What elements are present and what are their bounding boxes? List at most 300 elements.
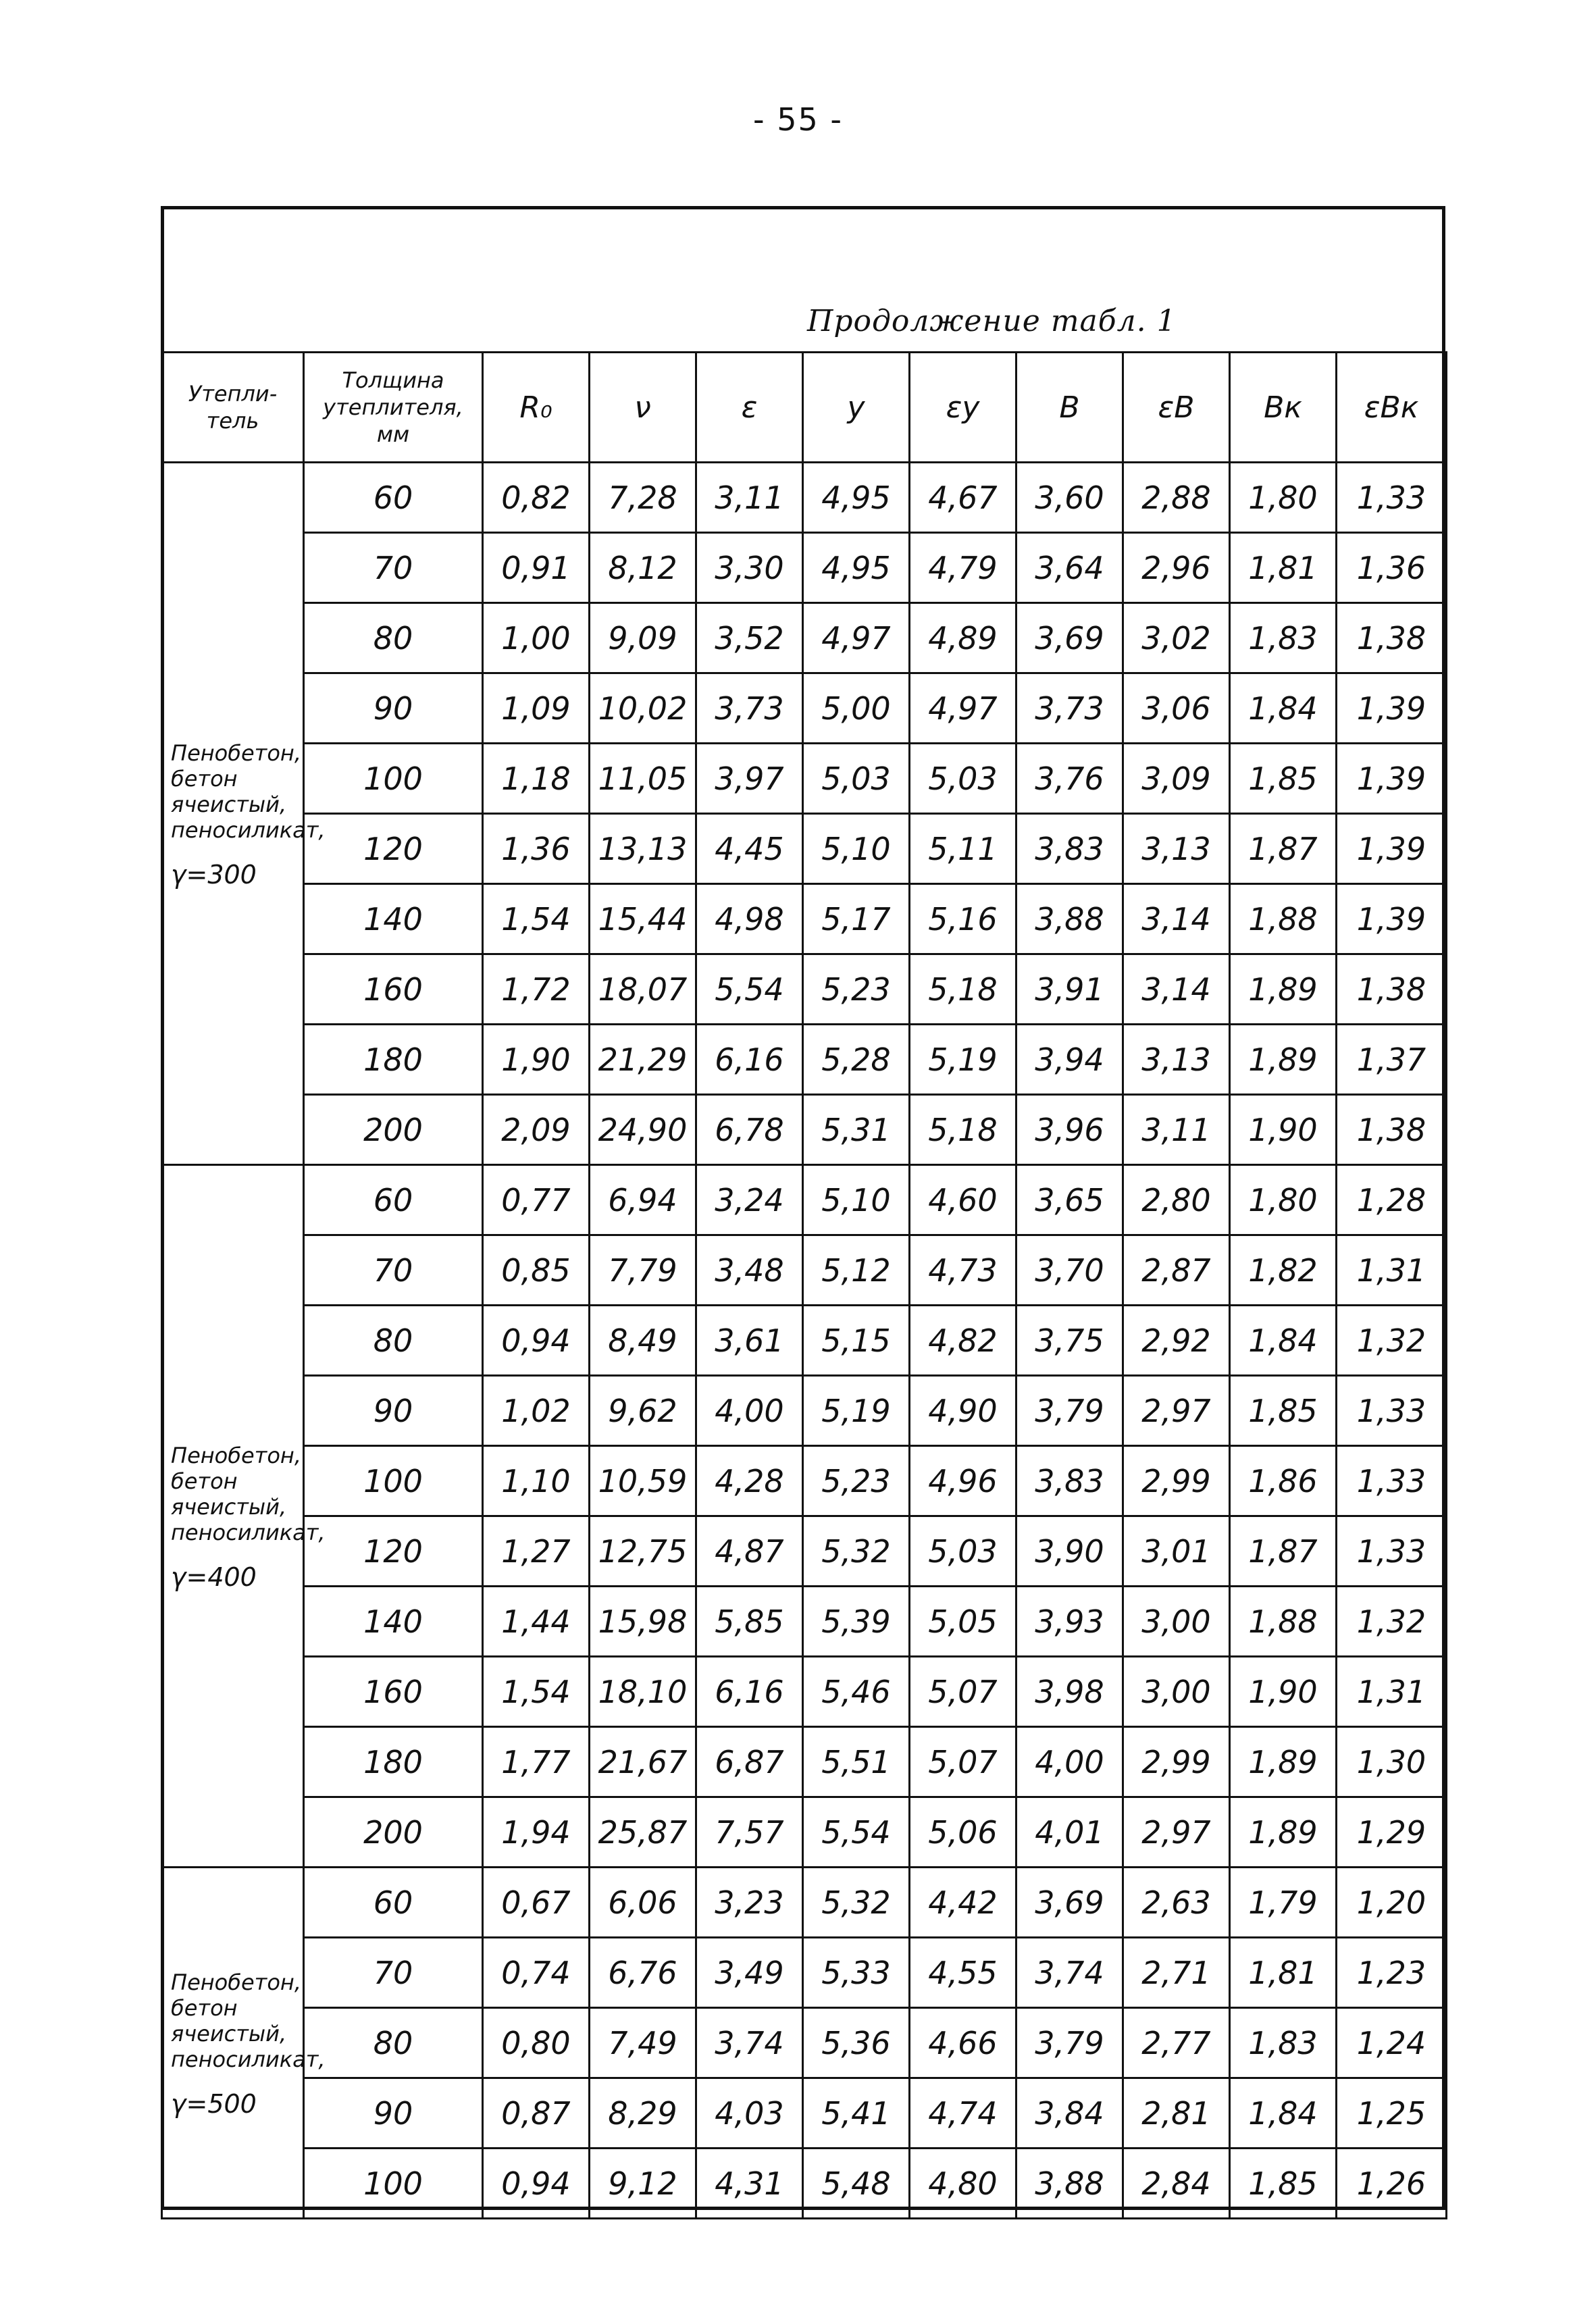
value-cell: 5,39 — [803, 1587, 910, 1657]
table-row — [162, 954, 1447, 1025]
value-cell: 5,15 — [803, 1306, 910, 1376]
value-cell: 0,94 — [483, 2149, 590, 2219]
thickness-cell: 90 — [304, 673, 483, 744]
value-cell: 1,85 — [1230, 2149, 1337, 2219]
value-cell: 1,02 — [483, 1376, 590, 1446]
value-cell: 0,77 — [483, 1165, 590, 1235]
value-cell: 3,73 — [696, 673, 803, 744]
value-cell: 2,71 — [1123, 1938, 1230, 2008]
value-cell: 1,38 — [1337, 954, 1447, 1025]
value-cell: 3,74 — [1016, 1938, 1123, 2008]
value-cell: 5,19 — [910, 1025, 1016, 1095]
value-cell: 5,23 — [803, 1446, 910, 1516]
value-cell: 21,67 — [590, 1727, 696, 1797]
value-cell: 5,18 — [910, 954, 1016, 1025]
thickness-cell: 80 — [304, 1306, 483, 1376]
value-cell: 4,73 — [910, 1235, 1016, 1306]
value-cell: 18,10 — [590, 1657, 696, 1727]
value-cell: 3,11 — [696, 463, 803, 533]
thickness-cell: 80 — [304, 603, 483, 673]
value-cell: 1,84 — [1230, 2078, 1337, 2149]
value-cell: 1,33 — [1337, 1446, 1447, 1516]
value-cell: 1,36 — [1337, 533, 1447, 603]
value-cell: 3,14 — [1123, 954, 1230, 1025]
value-cell: 1,72 — [483, 954, 590, 1025]
value-cell: 0,91 — [483, 533, 590, 603]
value-cell: 3,91 — [1016, 954, 1123, 1025]
value-cell: 3,02 — [1123, 603, 1230, 673]
value-cell: 2,99 — [1123, 1446, 1230, 1516]
table-row — [162, 1868, 1447, 1938]
value-cell: 1,36 — [483, 814, 590, 884]
value-cell: 5,41 — [803, 2078, 910, 2149]
value-cell: 18,07 — [590, 954, 696, 1025]
value-cell: 1,38 — [1337, 1095, 1447, 1165]
thickness-cell: 70 — [304, 1938, 483, 2008]
value-cell: 6,16 — [696, 1657, 803, 1727]
value-cell: 4,03 — [696, 2078, 803, 2149]
value-cell: 5,07 — [910, 1727, 1016, 1797]
value-cell: 25,87 — [590, 1797, 696, 1868]
thickness-cell: 80 — [304, 2008, 483, 2078]
page-number: - 55 - — [753, 101, 843, 138]
value-cell: 8,12 — [590, 533, 696, 603]
thickness-cell: 180 — [304, 1025, 483, 1095]
density-label: γ=500 — [171, 2088, 257, 2119]
thickness-cell: 180 — [304, 1727, 483, 1797]
value-cell: 3,94 — [1016, 1025, 1123, 1095]
table-caption: Продолжение табл. 1 — [807, 304, 1177, 338]
header-b: B — [1016, 353, 1123, 463]
value-cell: 5,12 — [803, 1235, 910, 1306]
value-cell: 3,70 — [1016, 1235, 1123, 1306]
value-cell: 8,49 — [590, 1306, 696, 1376]
value-cell: 1,88 — [1230, 1587, 1337, 1657]
value-cell: 2,97 — [1123, 1797, 1230, 1868]
value-cell: 3,69 — [1016, 603, 1123, 673]
table-row — [162, 1095, 1447, 1165]
value-cell: 4,67 — [910, 463, 1016, 533]
thickness-cell: 200 — [304, 1797, 483, 1868]
value-cell: 6,94 — [590, 1165, 696, 1235]
table-row — [162, 603, 1447, 673]
table-row — [162, 1587, 1447, 1657]
value-cell: 3,48 — [696, 1235, 803, 1306]
value-cell: 5,07 — [910, 1657, 1016, 1727]
value-cell: 2,63 — [1123, 1868, 1230, 1938]
value-cell: 5,32 — [803, 1868, 910, 1938]
value-cell: 3,60 — [1016, 463, 1123, 533]
value-cell: 1,90 — [483, 1025, 590, 1095]
value-cell: 3,75 — [1016, 1306, 1123, 1376]
value-cell: 1,24 — [1337, 2008, 1447, 2078]
value-cell: 1,81 — [1230, 533, 1337, 603]
value-cell: 2,81 — [1123, 2078, 1230, 2149]
value-cell: 4,98 — [696, 884, 803, 954]
value-cell: 5,03 — [910, 744, 1016, 814]
value-cell: 0,67 — [483, 1868, 590, 1938]
value-cell: 3,93 — [1016, 1587, 1123, 1657]
value-cell: 3,73 — [1016, 673, 1123, 744]
value-cell: 1,38 — [1337, 603, 1447, 673]
value-cell: 3,64 — [1016, 533, 1123, 603]
value-cell: 2,92 — [1123, 1306, 1230, 1376]
value-cell: 9,62 — [590, 1376, 696, 1446]
value-cell: 1,94 — [483, 1797, 590, 1868]
value-cell: 1,27 — [483, 1516, 590, 1587]
value-cell: 1,18 — [483, 744, 590, 814]
value-cell: 3,06 — [1123, 673, 1230, 744]
table-row — [162, 2078, 1447, 2149]
value-cell: 2,09 — [483, 1095, 590, 1165]
thickness-cell: 60 — [304, 1165, 483, 1235]
thickness-cell: 160 — [304, 954, 483, 1025]
value-cell: 1,32 — [1337, 1306, 1447, 1376]
thickness-cell: 100 — [304, 744, 483, 814]
value-cell: 4,55 — [910, 1938, 1016, 2008]
value-cell: 1,37 — [1337, 1025, 1447, 1095]
material-name: Пенобетон, бетон ячеистый, пеносиликат, — [171, 740, 326, 843]
thickness-cell: 140 — [304, 884, 483, 954]
value-cell: 5,28 — [803, 1025, 910, 1095]
value-cell: 4,28 — [696, 1446, 803, 1516]
thickness-cell: 140 — [304, 1587, 483, 1657]
value-cell: 5,03 — [910, 1516, 1016, 1587]
value-cell: 1,54 — [483, 1657, 590, 1727]
value-cell: 6,76 — [590, 1938, 696, 2008]
value-cell: 3,83 — [1016, 1446, 1123, 1516]
value-cell: 3,96 — [1016, 1095, 1123, 1165]
table-row — [162, 673, 1447, 744]
header-thickness: Толщина утеплителя, мм — [304, 353, 483, 463]
value-cell: 1,80 — [1230, 463, 1337, 533]
value-cell: 7,28 — [590, 463, 696, 533]
table-row — [162, 1797, 1447, 1868]
value-cell: 7,79 — [590, 1235, 696, 1306]
value-cell: 1,09 — [483, 673, 590, 744]
value-cell: 1,29 — [1337, 1797, 1447, 1868]
value-cell: 1,39 — [1337, 744, 1447, 814]
value-cell: 15,98 — [590, 1587, 696, 1657]
table-row — [162, 1235, 1447, 1306]
value-cell: 10,59 — [590, 1446, 696, 1516]
value-cell: 4,96 — [910, 1446, 1016, 1516]
value-cell: 5,85 — [696, 1587, 803, 1657]
header-r0: R₀ — [483, 353, 590, 463]
material-name: Пенобетон, бетон ячеистый, пеносиликат, — [171, 1969, 326, 2072]
value-cell: 4,01 — [1016, 1797, 1123, 1868]
value-cell: 4,45 — [696, 814, 803, 884]
value-cell: 7,49 — [590, 2008, 696, 2078]
header-epsilon-y: εy — [910, 353, 1016, 463]
value-cell: 1,83 — [1230, 2008, 1337, 2078]
value-cell: 5,06 — [910, 1797, 1016, 1868]
value-cell: 3,13 — [1123, 1025, 1230, 1095]
value-cell: 5,17 — [803, 884, 910, 954]
value-cell: 3,79 — [1016, 1376, 1123, 1446]
value-cell: 2,84 — [1123, 2149, 1230, 2219]
value-cell: 4,97 — [803, 603, 910, 673]
value-cell: 15,44 — [590, 884, 696, 954]
thickness-cell: 90 — [304, 2078, 483, 2149]
value-cell: 4,87 — [696, 1516, 803, 1587]
value-cell: 4,31 — [696, 2149, 803, 2219]
table-row — [162, 1657, 1447, 1727]
value-cell: 0,85 — [483, 1235, 590, 1306]
header-nu: ν — [590, 353, 696, 463]
value-cell: 5,23 — [803, 954, 910, 1025]
table-row — [162, 744, 1447, 814]
value-cell: 1,44 — [483, 1587, 590, 1657]
value-cell: 5,00 — [803, 673, 910, 744]
table-row — [162, 1516, 1447, 1587]
header-y: y — [803, 353, 910, 463]
value-cell: 1,33 — [1337, 1516, 1447, 1587]
thickness-cell: 70 — [304, 533, 483, 603]
value-cell: 5,36 — [803, 2008, 910, 2078]
material-cell — [162, 463, 326, 1165]
value-cell: 1,81 — [1230, 1938, 1337, 2008]
value-cell: 1,89 — [1230, 1727, 1337, 1797]
value-cell: 1,28 — [1337, 1165, 1447, 1235]
value-cell: 3,30 — [696, 533, 803, 603]
value-cell: 6,78 — [696, 1095, 803, 1165]
value-cell: 3,88 — [1016, 884, 1123, 954]
value-cell: 1,84 — [1230, 673, 1337, 744]
table-row — [162, 463, 1447, 533]
thickness-cell: 120 — [304, 814, 483, 884]
value-cell: 1,84 — [1230, 1306, 1337, 1376]
value-cell: 1,23 — [1337, 1938, 1447, 2008]
thickness-cell: 60 — [304, 463, 483, 533]
value-cell: 3,11 — [1123, 1095, 1230, 1165]
value-cell: 3,83 — [1016, 814, 1123, 884]
table-row — [162, 1446, 1447, 1516]
value-cell: 2,97 — [1123, 1376, 1230, 1446]
table-row — [162, 1938, 1447, 2008]
value-cell: 9,12 — [590, 2149, 696, 2219]
value-cell: 3,98 — [1016, 1657, 1123, 1727]
thickness-cell: 70 — [304, 1235, 483, 1306]
thickness-cell: 200 — [304, 1095, 483, 1165]
value-cell: 4,00 — [696, 1376, 803, 1446]
table-row — [162, 1727, 1447, 1797]
value-cell: 5,05 — [910, 1587, 1016, 1657]
value-cell: 1,39 — [1337, 673, 1447, 744]
value-cell: 3,61 — [696, 1306, 803, 1376]
value-cell: 3,76 — [1016, 744, 1123, 814]
value-cell: 1,33 — [1337, 1376, 1447, 1446]
value-cell: 3,69 — [1016, 1868, 1123, 1938]
value-cell: 0,74 — [483, 1938, 590, 2008]
value-cell: 4,00 — [1016, 1727, 1123, 1797]
value-cell: 12,75 — [590, 1516, 696, 1587]
value-cell: 6,06 — [590, 1868, 696, 1938]
material-cell — [162, 1165, 326, 1868]
value-cell: 1,82 — [1230, 1235, 1337, 1306]
value-cell: 4,74 — [910, 2078, 1016, 2149]
value-cell: 2,99 — [1123, 1727, 1230, 1797]
value-cell: 5,18 — [910, 1095, 1016, 1165]
value-cell: 6,87 — [696, 1727, 803, 1797]
value-cell: 3,09 — [1123, 744, 1230, 814]
table-row — [162, 1306, 1447, 1376]
thickness-cell: 160 — [304, 1657, 483, 1727]
value-cell: 1,87 — [1230, 814, 1337, 884]
value-cell: 1,89 — [1230, 1025, 1337, 1095]
value-cell: 5,31 — [803, 1095, 910, 1165]
density-label: γ=300 — [171, 859, 257, 890]
value-cell: 1,33 — [1337, 463, 1447, 533]
value-cell: 1,87 — [1230, 1516, 1337, 1587]
value-cell: 9,09 — [590, 603, 696, 673]
value-cell: 3,23 — [696, 1868, 803, 1938]
value-cell: 5,54 — [803, 1797, 910, 1868]
value-cell: 3,01 — [1123, 1516, 1230, 1587]
table-row — [162, 1025, 1447, 1095]
value-cell: 3,90 — [1016, 1516, 1123, 1587]
value-cell: 4,82 — [910, 1306, 1016, 1376]
value-cell: 4,95 — [803, 463, 910, 533]
value-cell: 1,89 — [1230, 954, 1337, 1025]
value-cell: 5,48 — [803, 2149, 910, 2219]
value-cell: 5,51 — [803, 1727, 910, 1797]
value-cell: 2,96 — [1123, 533, 1230, 603]
value-cell: 4,97 — [910, 673, 1016, 744]
value-cell: 0,94 — [483, 1306, 590, 1376]
value-cell: 1,26 — [1337, 2149, 1447, 2219]
value-cell: 3,74 — [696, 2008, 803, 2078]
value-cell: 5,03 — [803, 744, 910, 814]
value-cell: 4,79 — [910, 533, 1016, 603]
value-cell: 1,90 — [1230, 1095, 1337, 1165]
value-cell: 0,80 — [483, 2008, 590, 2078]
density-label: γ=400 — [171, 1562, 257, 1592]
table-row — [162, 2008, 1447, 2078]
value-cell: 1,86 — [1230, 1446, 1337, 1516]
value-cell: 5,16 — [910, 884, 1016, 954]
value-cell: 4,95 — [803, 533, 910, 603]
table-row — [162, 1165, 1447, 1235]
material-name: Пенобетон, бетон ячеистый, пеносиликат, — [171, 1442, 326, 1545]
value-cell: 2,77 — [1123, 2008, 1230, 2078]
table-body — [162, 463, 1447, 2219]
value-cell: 5,54 — [696, 954, 803, 1025]
value-cell: 3,14 — [1123, 884, 1230, 954]
value-cell: 5,33 — [803, 1938, 910, 2008]
value-cell: 1,54 — [483, 884, 590, 954]
value-cell: 0,87 — [483, 2078, 590, 2149]
table-row — [162, 533, 1447, 603]
value-cell: 1,30 — [1337, 1727, 1447, 1797]
value-cell: 3,84 — [1016, 2078, 1123, 2149]
value-cell: 1,20 — [1337, 1868, 1447, 1938]
value-cell: 10,02 — [590, 673, 696, 744]
data-table — [161, 351, 1447, 2219]
value-cell: 7,57 — [696, 1797, 803, 1868]
value-cell: 4,66 — [910, 2008, 1016, 2078]
value-cell: 6,16 — [696, 1025, 803, 1095]
value-cell: 2,80 — [1123, 1165, 1230, 1235]
value-cell: 4,90 — [910, 1376, 1016, 1446]
value-cell: 8,29 — [590, 2078, 696, 2149]
value-cell: 1,79 — [1230, 1868, 1337, 1938]
value-cell: 4,80 — [910, 2149, 1016, 2219]
value-cell: 1,80 — [1230, 1165, 1337, 1235]
value-cell: 0,82 — [483, 463, 590, 533]
value-cell: 3,52 — [696, 603, 803, 673]
value-cell: 4,89 — [910, 603, 1016, 673]
value-cell: 1,39 — [1337, 814, 1447, 884]
value-cell: 3,13 — [1123, 814, 1230, 884]
value-cell: 1,31 — [1337, 1235, 1447, 1306]
value-cell: 3,88 — [1016, 2149, 1123, 2219]
value-cell: 1,88 — [1230, 884, 1337, 954]
value-cell: 5,32 — [803, 1516, 910, 1587]
value-cell: 1,90 — [1230, 1657, 1337, 1727]
value-cell: 3,97 — [696, 744, 803, 814]
header-epsilon: ε — [696, 353, 803, 463]
header-epsilon-b: εB — [1123, 353, 1230, 463]
header-epsilon-bk: εBк — [1337, 353, 1447, 463]
value-cell: 1,85 — [1230, 744, 1337, 814]
header-bk: Bк — [1230, 353, 1337, 463]
header-row — [162, 353, 1447, 463]
value-cell: 1,89 — [1230, 1797, 1337, 1868]
thickness-cell: 60 — [304, 1868, 483, 1938]
value-cell: 1,83 — [1230, 603, 1337, 673]
value-cell: 3,24 — [696, 1165, 803, 1235]
value-cell: 1,39 — [1337, 884, 1447, 954]
table-row — [162, 814, 1447, 884]
value-cell: 5,46 — [803, 1657, 910, 1727]
material-cell — [162, 1868, 326, 2219]
value-cell: 3,49 — [696, 1938, 803, 2008]
thickness-cell: 120 — [304, 1516, 483, 1587]
value-cell: 3,00 — [1123, 1657, 1230, 1727]
thickness-cell: 100 — [304, 2149, 483, 2219]
value-cell: 5,11 — [910, 814, 1016, 884]
value-cell: 4,42 — [910, 1868, 1016, 1938]
thickness-cell: 100 — [304, 1446, 483, 1516]
header-material: Утепли-тель — [162, 353, 304, 463]
value-cell: 11,05 — [590, 744, 696, 814]
value-cell: 3,00 — [1123, 1587, 1230, 1657]
value-cell: 1,85 — [1230, 1376, 1337, 1446]
value-cell: 5,10 — [803, 1165, 910, 1235]
value-cell: 3,65 — [1016, 1165, 1123, 1235]
value-cell: 1,31 — [1337, 1657, 1447, 1727]
value-cell: 4,60 — [910, 1165, 1016, 1235]
value-cell: 5,19 — [803, 1376, 910, 1446]
value-cell: 1,32 — [1337, 1587, 1447, 1657]
table-row — [162, 2149, 1447, 2219]
value-cell: 2,87 — [1123, 1235, 1230, 1306]
value-cell: 2,88 — [1123, 463, 1230, 533]
value-cell: 1,77 — [483, 1727, 590, 1797]
table-row — [162, 1376, 1447, 1446]
value-cell: 5,10 — [803, 814, 910, 884]
value-cell: 1,00 — [483, 603, 590, 673]
value-cell: 3,79 — [1016, 2008, 1123, 2078]
table-row — [162, 884, 1447, 954]
thickness-cell: 90 — [304, 1376, 483, 1446]
value-cell: 13,13 — [590, 814, 696, 884]
value-cell: 1,10 — [483, 1446, 590, 1516]
value-cell: 21,29 — [590, 1025, 696, 1095]
value-cell: 24,90 — [590, 1095, 696, 1165]
value-cell: 1,25 — [1337, 2078, 1447, 2149]
